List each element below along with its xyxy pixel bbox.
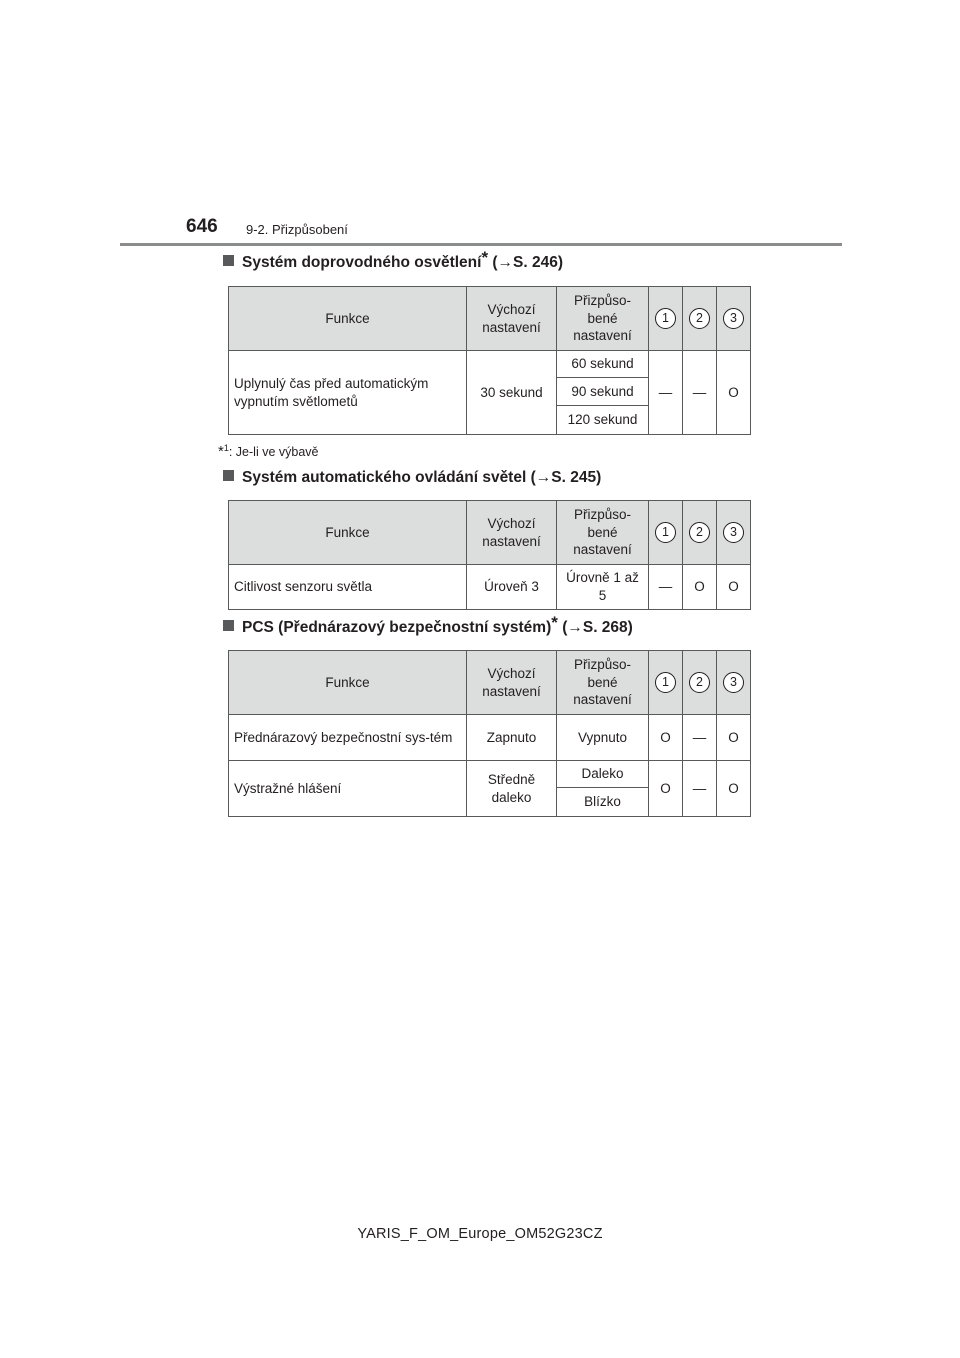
cell-c3: O	[717, 761, 751, 817]
header-prizpusobene: Přizpůso-bené nastavení	[557, 501, 649, 565]
availability-star: *	[551, 613, 558, 632]
cell-option: 120 sekund	[557, 406, 649, 435]
square-bullet-icon	[223, 255, 234, 266]
cell-option: Daleko	[557, 761, 649, 788]
page-reference: (→S. 245)	[530, 469, 602, 486]
cell-vychozi: Středně daleko	[467, 761, 557, 817]
circled-1-icon: 1	[655, 522, 676, 543]
cell-c3: O	[717, 715, 751, 761]
circled-2-icon: 2	[689, 672, 710, 693]
settings-table-automaticke	[228, 500, 751, 610]
cell-vychozi: 30 sekund	[467, 351, 557, 435]
cell-option: Blízko	[557, 788, 649, 817]
square-bullet-icon	[223, 470, 234, 481]
settings-table-doprovodne	[228, 286, 751, 435]
cell-c2: O	[683, 565, 717, 610]
circled-1-icon: 1	[655, 308, 676, 329]
section-heading-automaticke	[223, 469, 601, 487]
footnote-star: *	[218, 443, 224, 461]
header-prizpusobene: Přizpůso-bené nastavení	[557, 651, 649, 715]
cell-funkce: Uplynulý čas před automatickým vypnutím světlometů	[229, 351, 467, 435]
cell-c1: —	[649, 565, 683, 610]
section-label: 9-2. Přizpůsobení	[246, 222, 348, 237]
header-col-1	[649, 287, 683, 351]
circled-3-icon: 3	[723, 522, 744, 543]
cell-option: Vypnuto	[557, 715, 649, 761]
circled-2-icon: 2	[689, 308, 710, 329]
header-col-2	[683, 651, 717, 715]
section-heading-pcs	[223, 613, 633, 637]
header-prizpusobene: Přizpůso-bené nastavení	[557, 287, 649, 351]
cell-funkce: Citlivost senzoru světla	[229, 565, 467, 610]
circled-2-icon: 2	[689, 522, 710, 543]
header-vychozi: Výchozí nastavení	[467, 287, 557, 351]
header-col-2	[683, 287, 717, 351]
page-reference: (→S. 246)	[492, 254, 564, 271]
cell-c1: O	[649, 715, 683, 761]
cell-funkce: Přednárazový bezpečnostní sys-tém	[229, 715, 467, 761]
cell-c3: O	[717, 351, 751, 435]
cell-option: 60 sekund	[557, 351, 649, 378]
header-vychozi: Výchozí nastavení	[467, 501, 557, 565]
page-reference: (→S. 268)	[562, 619, 633, 636]
header-col-3	[717, 287, 751, 351]
heading-text: Systém automatického ovládání světel	[242, 469, 527, 486]
footnote	[218, 443, 318, 460]
header-funkce: Funkce	[229, 501, 467, 565]
cell-option: Úrovně 1 až 5	[557, 565, 649, 610]
cell-c2: —	[683, 761, 717, 817]
availability-star: *	[481, 248, 489, 267]
header-col-3	[717, 501, 751, 565]
header-col-3	[717, 651, 751, 715]
cell-vychozi: Úroveň 3	[467, 565, 557, 610]
header-col-1	[649, 651, 683, 715]
header-funkce: Funkce	[229, 287, 467, 351]
header-col-2	[683, 501, 717, 565]
header-vychozi: Výchozí nastavení	[467, 651, 557, 715]
heading-text: PCS (Přednárazový bezpečnostní systém)	[242, 619, 552, 636]
circled-3-icon: 3	[723, 308, 744, 329]
square-bullet-icon	[223, 620, 234, 631]
settings-table-pcs	[228, 650, 751, 817]
cell-vychozi: Zapnuto	[467, 715, 557, 761]
cell-option: 90 sekund	[557, 378, 649, 406]
cell-c2: —	[683, 715, 717, 761]
circled-1-icon: 1	[655, 672, 676, 693]
header-rule	[120, 243, 842, 246]
cell-funkce: Výstražné hlášení	[229, 761, 467, 817]
cell-c1: —	[649, 351, 683, 435]
footer-document-code: YARIS_F_OM_Europe_OM52G23CZ	[357, 1226, 603, 1242]
cell-c2: —	[683, 351, 717, 435]
header-col-1	[649, 501, 683, 565]
circled-3-icon: 3	[723, 672, 744, 693]
cell-c1: O	[649, 761, 683, 817]
page-number: 646	[186, 216, 218, 237]
footnote-text: : Je-li ve výbavě	[228, 445, 319, 460]
section-heading-doprovodne	[223, 248, 564, 272]
cell-c3: O	[717, 565, 751, 610]
footnote-number: 1	[223, 443, 229, 453]
heading-text: Systém doprovodného osvětlení	[242, 254, 482, 271]
header-funkce: Funkce	[229, 651, 467, 715]
